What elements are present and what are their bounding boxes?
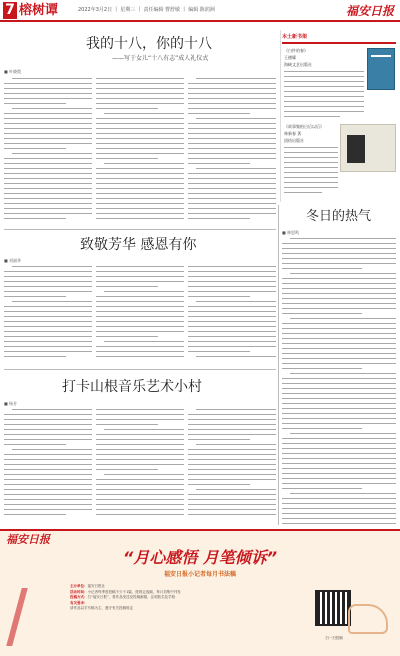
book-2-author: 林新春 著 [284,131,302,136]
banner-details [70,584,296,612]
column-divider [278,205,279,525]
book-1-name: 《白杵的春》 [284,48,308,53]
article-2-byline: ■ 刘丽华 [4,258,22,263]
article-1-byline: ■ 叶晓霞 [4,69,22,74]
banner-subtitle: 福安日报小记者每月书法稿 [163,571,236,578]
book-2-cover [340,124,396,172]
article-4-title: 冬日的热气 [306,209,372,224]
article-2-column-3 [188,266,276,366]
new-books-rule [282,42,396,44]
article-2-column-2 [96,266,184,366]
page-header [0,0,400,22]
article-1-column-2 [96,78,184,226]
article-3-column-2 [96,409,184,524]
article-4-byline: ■ 林恩鸣 [282,230,300,235]
banner-title: “月心感悟 月笔倾诉” [122,548,278,567]
issue-meta: 2022年3月2日 丨 星期三 丨 责任编辑 曹舒敏 丨 编辑 陈润洲 [78,7,215,13]
article-2-title: 致敬芳华 感恩有你 [80,237,197,253]
article-3-column-3 [188,409,276,524]
book-2-name: 《故事集柏日后以后》 [284,124,324,129]
banner-logo: 福安日报 [6,533,50,546]
article-2-column-1 [4,266,92,366]
article-3-column-1 [4,409,92,524]
article-1-column-1 [4,78,92,226]
banner-line: 有关要求： [70,600,88,605]
divider [4,229,276,230]
banner-line: 投稿方式：扫“福安日报”，将作品发送至投稿邮箱，注明姓名及学校 [70,595,176,599]
book-2-publisher: 团结出版社 [284,138,304,143]
section-title: 榕树谭 [19,3,59,18]
book-1-summary [284,71,364,121]
book-1-author: 王德耀 [284,55,296,60]
book-2-summary [284,147,338,199]
article-3-title: 打卡山根音乐艺术小村 [62,379,202,395]
banner-line: 主办单位：福安日报社 [70,584,105,588]
page-number: 7 [3,2,17,19]
book-1-cover [367,48,395,90]
divider [4,369,276,370]
article-1-subtitle: ——写于女儿“十八有志”成人礼仪式 [112,55,209,62]
qr-code[interactable] [315,590,351,626]
qr-caption: 扫一扫投稿 [325,636,343,640]
article-1-title: 我的十八，你的十八 [86,36,212,52]
new-books-title: 本土新书架 [282,34,308,40]
banner-line: 活动时间：小记者每季度投稿不少于1篇，按规定选稿，每月初集中刊发 [70,589,181,594]
newspaper-logo: 福安日报 [345,4,394,18]
article-1-column-3 [188,78,276,226]
article-3-byline: ■ 杨芳 [4,401,18,406]
book-1-publisher: 海峡文艺出版社 [284,62,312,67]
banner-line: 请作品以手写稿为主，遵守有关投稿规定 [70,606,133,610]
article-4-body [282,238,396,524]
